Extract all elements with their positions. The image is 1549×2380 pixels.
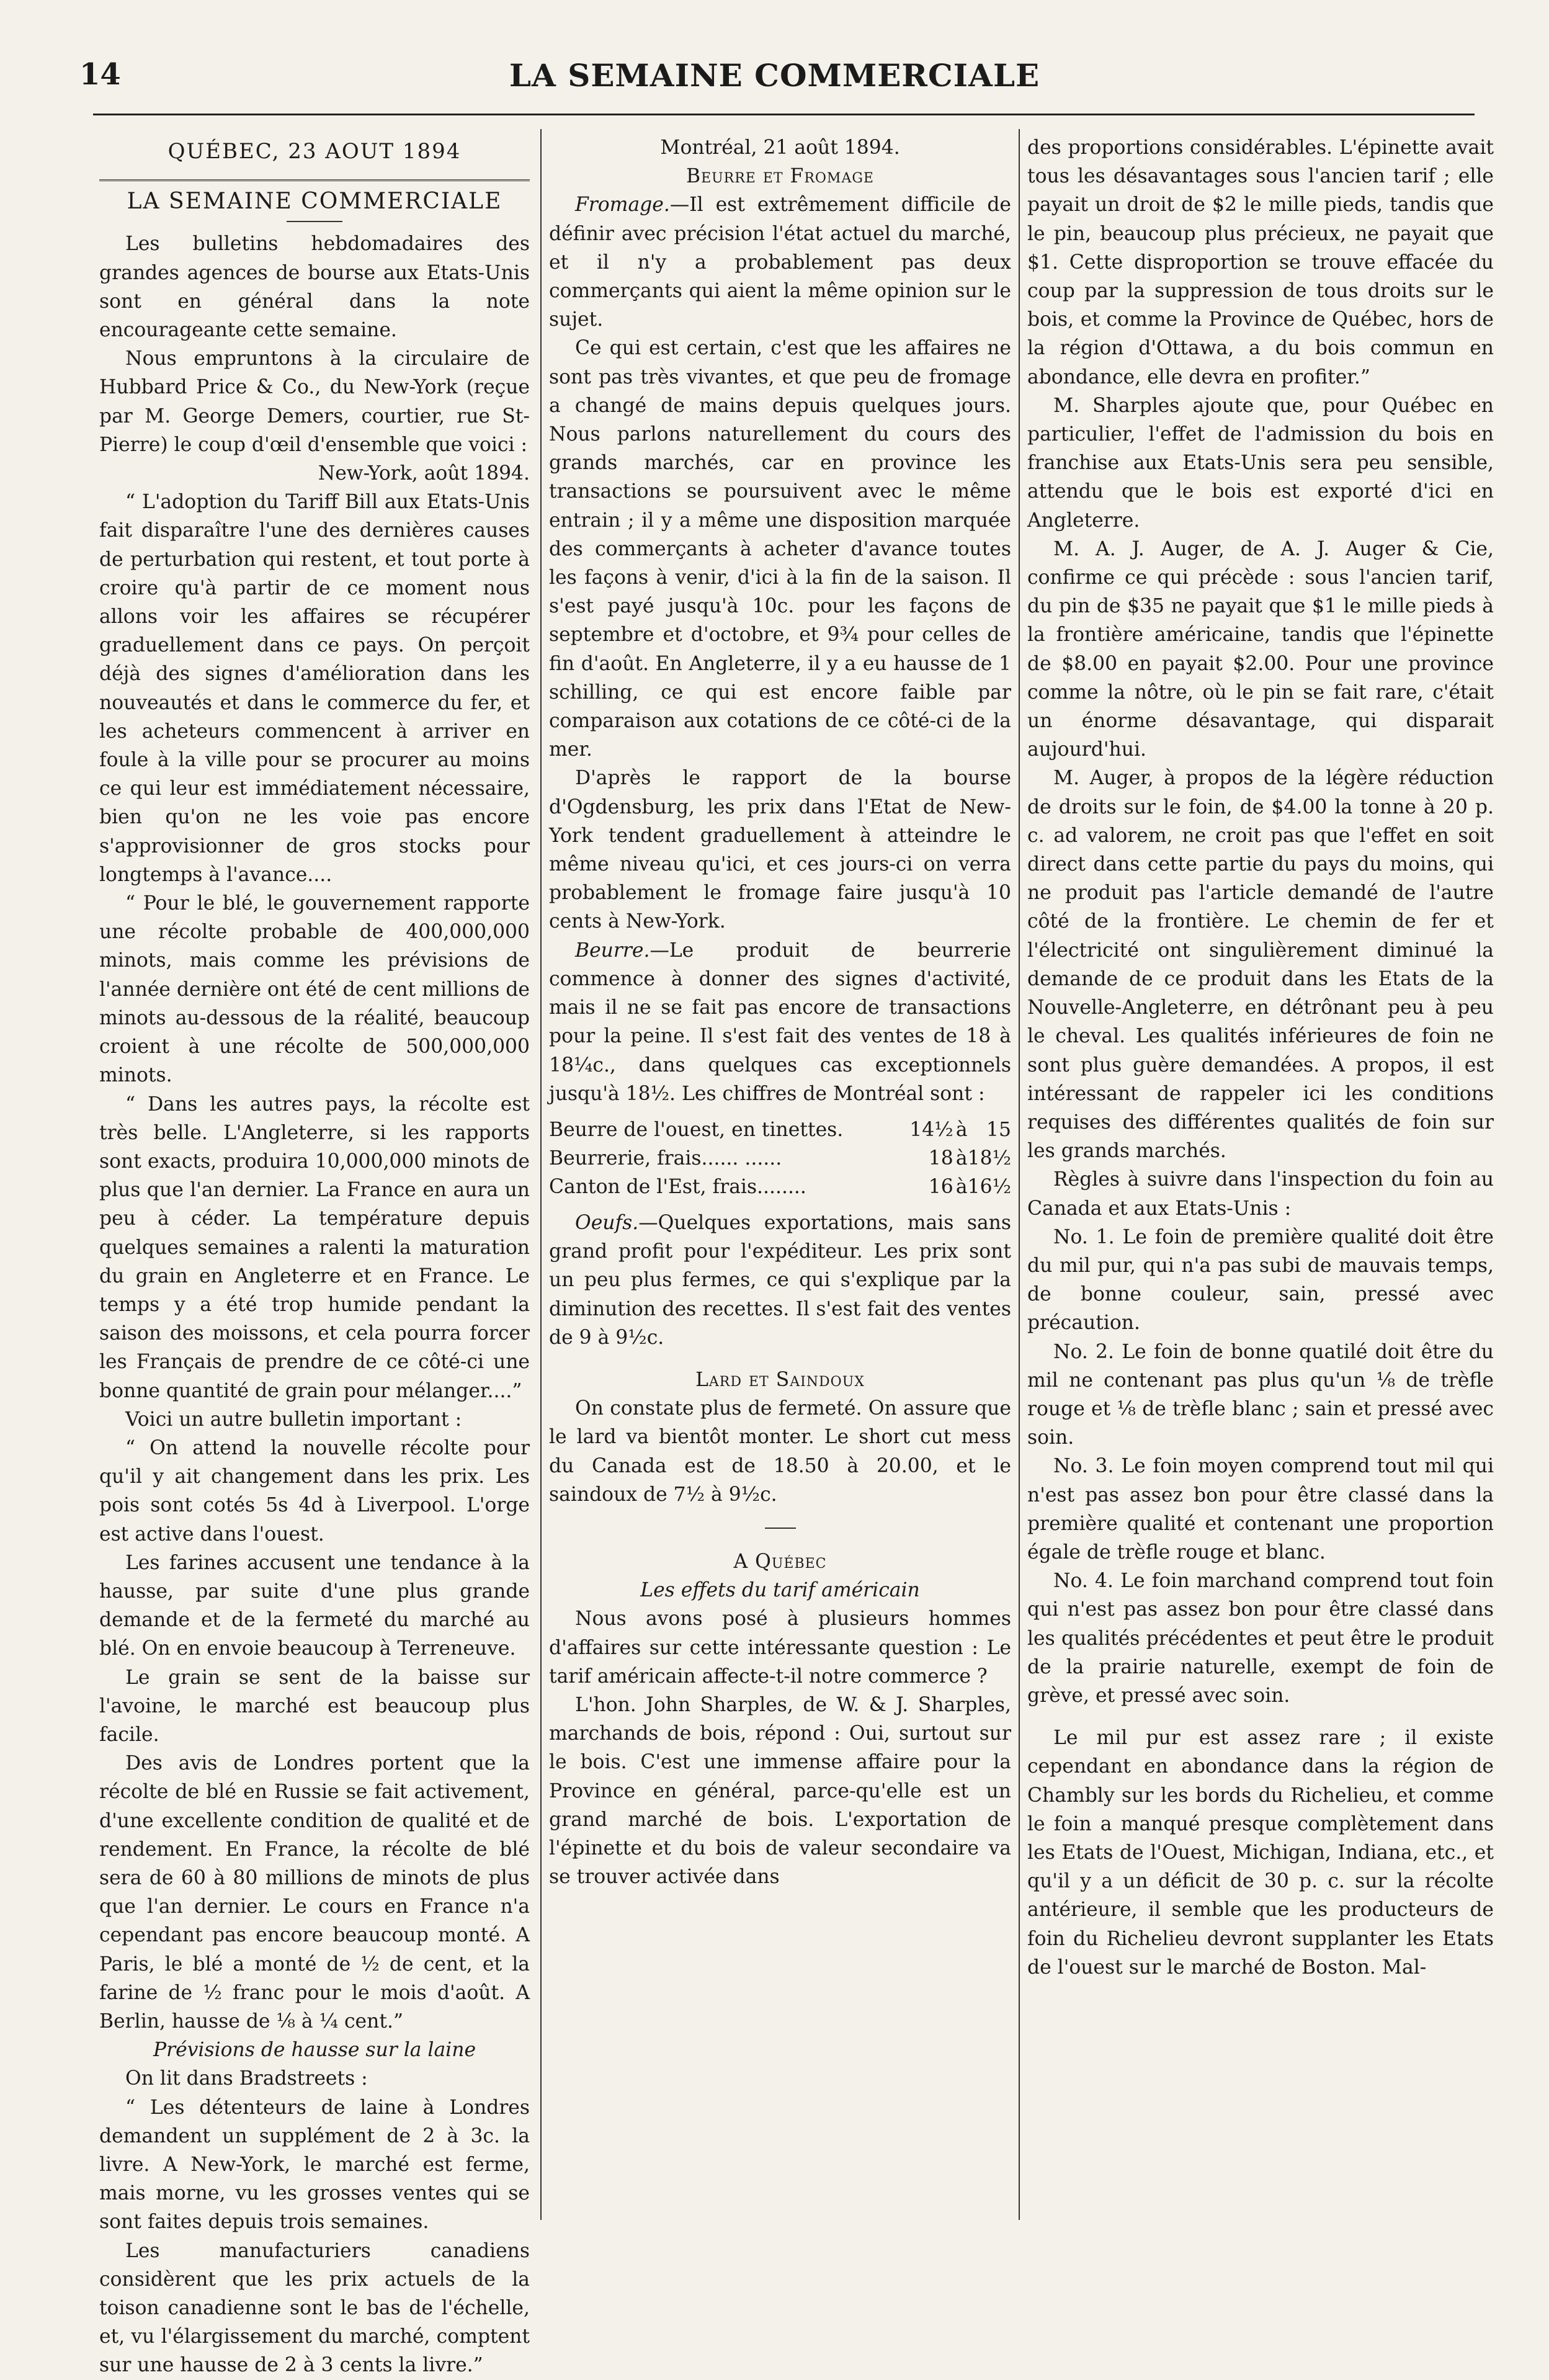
price-high: 18½ — [967, 1147, 1011, 1170]
paragraph: No. 2. Le foin de bonne quatilé doit être du mil ne contenant pas plus qu'un ⅛ de trèfle rouge et ⅛ de trèfle blanc ; sain et pressé avec soin. — [1027, 1340, 1494, 1449]
paragraph-oeufs — [549, 1209, 1011, 1352]
paragraph-beurre — [549, 936, 1011, 1108]
paragraph: No. 1. Le foin de première qualité doit être du mil pur, qui n'a pas subi de mauvais temps, de bonne couleur, sain, pressé avec précaution. — [1027, 1225, 1494, 1335]
dateline-rule — [99, 179, 530, 181]
paragraph: “ On attend la nouvelle récolte pour qu'il y ait changement dans les prix. Les pois sont cotés 5s 4d à Liverpool. L'orge est active dans l'ouest. — [99, 1436, 530, 1546]
paragraph: Les farines accusent une tendance à la hausse, par suite d'une plus grande demande et de la fermeté du marché au blé. On en envoie beaucoup à Terreneuve. — [99, 1551, 530, 1660]
heading-a-quebec: A Québec — [733, 1550, 827, 1573]
text: —Quelques exportations, mais sans grand profit pour l'expéditeur. Les prix sont un peu plus fermes, ce qui s'explique par la diminution des recettes. Il s'est fait des ventes de 9 à 9½c. — [549, 1211, 1011, 1349]
paragraph: Voici un autre bulletin important : — [125, 1408, 462, 1431]
paragraph: On constate plus de fermeté. On assure que le lard va bientôt monter. Le short cut mess du Canada est de 18.50 à 20.00, et le saindoux de 7½ à 9½c. — [549, 1397, 1011, 1506]
price-high: 15 — [986, 1118, 1011, 1141]
paragraph: L'hon. John Sharples, de W. & J. Sharples, marchands de bois, répond : Oui, surtout sur le bois. C'est une immense affaire pour la Province en général, parce-qu'elle est un grand marché de bois. L'exportation de l'épinette et du bois de valeur secondaire va se trouver activée dans — [549, 1693, 1011, 1889]
table-row — [549, 1144, 1011, 1173]
price-high: 16½ — [967, 1175, 1011, 1198]
paragraph: Nous avons posé à plusieurs hommes d'affaires sur cette intéressante question : Le tarif américain affecte-t-il notre commerce ? — [549, 1608, 1011, 1688]
column-1 — [99, 133, 530, 2380]
paragraph: Le grain se sent de la baisse sur l'avoine, le marché est beaucoup plus facile. — [99, 1666, 530, 1746]
paragraph: Ce qui est certain, c'est que les affaires ne sont pas très vivantes, et que peu de fromage a changé de mains depuis quelques jours. Nous parlons naturellement du cours des grands marchés, car en province les transactions se poursuivent avec le même entrain ; il y a même une disposition marquée des commerçants à acheter d'avance toutes les façons à venir, d'ici à la fin de la saison. Il s'est payé jusqu'à 10c. pour les façons de septembre et d'octobre, et 9¾ pour celles de fin d'août. En Angleterre, il y a eu hausse de 1 schilling, ce qui est encore faible par comparaison aux cotations de ce côté-ci de la mer. — [549, 337, 1011, 761]
paragraph: Le mil pur est assez rare ; il existe cependant en abondance dans la région de Chambly sur les bords du Richelieu, et comme le foin a manqué presque complètement dans les Etats de l'Ouest, Michigan, Indiana, etc., et qu'il y a un déficit de 30 p. c. sur la récolte antérieure, il semble que les producteurs de foin du Richelieu devront supplanter les Etats de l'ouest sur le marché de Boston. Mal- — [1027, 1727, 1494, 1979]
column-divider-2 — [1019, 129, 1020, 2220]
paragraph: No. 4. Le foin marchand comprend tout foin qui n'est pas assez bon pour être classé dans les qualités précédentes et peut être le produit de la prairie naturelle, exempt de foin de grève, et pressé avec soin. — [1027, 1570, 1494, 1707]
dateline-quebec: QUÉBEC, 23 AOUT 1894 — [167, 139, 462, 164]
sub-heading-laine: Prévisions de hausse sur la laine — [153, 2039, 476, 2062]
paragraph: Nous empruntons à la circulaire de Hubbard Price & Co., du New-York (reçue par M. George Demers, courtier, rue St-Pierre) le coup d'œil d'ensemble que voici : — [99, 347, 530, 456]
column-3 — [1027, 133, 1494, 1982]
masthead-title: LA SEMAINE COMMERCIALE — [509, 57, 1040, 94]
label-fromage: Fromage. — [575, 194, 670, 217]
section-rule — [287, 221, 342, 222]
header-rule — [93, 114, 1475, 115]
text: —Le produit de beurrerie commence à donner des signes d'activité, mais il ne se fait pas encore de transactions pour la peine. Il s'est fait des ventes de 18 à 18¼c., dans quelques cas exceptionnels jusqu'à 18½. Les chiffres de Montréal sont : — [549, 939, 1011, 1105]
price-label: Beurre de l'ouest, en tinettes. — [549, 1118, 844, 1141]
table-row — [549, 1116, 1011, 1144]
table-row — [549, 1173, 1011, 1201]
sub-heading-tarif: Les effets du tarif américain — [640, 1579, 920, 1602]
paragraph: No. 3. Le foin moyen comprend tout mil qui n'est pas assez bon pour être classé dans la première qualité et contenant une proportion égale de trèfle rouge et blanc. — [1027, 1455, 1494, 1564]
price-label: Beurrerie, frais...... ...... — [549, 1147, 782, 1170]
spacer — [1027, 1710, 1494, 1724]
price-label: Canton de l'Est, frais........ — [549, 1175, 806, 1198]
paragraph-fromage — [549, 190, 1011, 334]
label-beurre: Beurre. — [575, 939, 650, 962]
price-sep: à — [955, 1118, 968, 1141]
paragraph: des proportions considérables. L'épinette avait tous les désavantages sous l'ancien tarif ; elle payait un droit de $2 le mille pieds, tandis que le pin, beaucoup plus précieux, ne payait que $1. Cette disproportion se trouve effacée du coup par la suppression de tous droits sur le bois, et comme la Province de Québec, hors de la région d'Ottawa, a du bois commun en abondance, elle devra en profiter.” — [1027, 136, 1494, 388]
paragraph: D'après le rapport de la bourse d'Ogdensburg, les prix dans l'Etat de New-York tendent graduellement à atteindre le même niveau qu'ici, et ces jours-ci on verra probablement le fromage faire jusqu'à 10 cents à New-York. — [549, 767, 1011, 933]
butter-price-table — [549, 1116, 1011, 1201]
price-low: 18 — [928, 1147, 953, 1170]
page-number: 14 — [79, 57, 121, 92]
text: —Il est extrêmement difficile de définir avec précision l'état actuel du marché, et il n'y a probablement pas deux commerçants qui aient la même opinion sur le sujet. — [549, 194, 1011, 331]
quote-date: New-York, août 1894. — [318, 462, 530, 485]
price-low: 14½ — [909, 1118, 953, 1141]
paragraph: On lit dans Bradstreets : — [125, 2067, 368, 2090]
paragraph: Règles à suivre dans l'inspection du foin au Canada et aux Etats-Unis : — [1027, 1168, 1494, 1220]
paragraph: “ Les détenteurs de laine à Londres demandent un supplément de 2 à 3c. la livre. A New-York, le marché est ferme, mais morne, vu les grosses ventes qui se sont faites depuis trois semaines. — [99, 2096, 530, 2234]
spacer — [549, 1352, 1011, 1366]
section-title: LA SEMAINE COMMERCIALE — [127, 189, 502, 215]
price-low: 16 — [928, 1175, 953, 1198]
paragraph: Les manufacturiers canadiens considèrent que les prix actuels de la toison canadienne sont le bas de l'échelle, et, vu l'élargissement du marché, comptent sur une hausse de 2 à 3 cents la livre.” — [99, 2239, 530, 2377]
paragraph: M. Auger, à propos de la légère réduction de droits sur le foin, de $4.00 la tonne à 20 p. c. ad valorem, ne croit pas que l'effet en soit direct dans cette partie du pays du moins, qui ne produit pas l'article demandé de l'autre côté de la frontière. Le chemin de fer et l'électricité ont singulièrement diminué la demande de ce produit dans les Etats de la Nouvelle-Angleterre, en détrônant peu à peu le cheval. Les qualités inférieures de foin ne sont plus guère demandées. A propos, il est intéressant de rappeler ici les conditions requises des différentes qualités de foin sur les grands marchés. — [1027, 767, 1494, 1163]
price-sep: à — [955, 1147, 968, 1170]
paragraph: “ Dans les autres pays, la récolte est très belle. L'Angleterre, si les rapports sont exacts, produira 10,000,000 minots de plus que l'an dernier. La France en aura un peu à céder. La température depuis quelques semaines a ralenti la maturation du grain en Angleterre et en France. Le temps y a été trop humide pendant la saison des moissons, et cela pourra forcer les Français de prendre de ce côté-ci une bonne quantité de grain pour mélanger....” — [99, 1093, 530, 1402]
paragraph: M. Sharples ajoute que, pour Québec en particulier, l'effet de l'admission du bois en franchise aux Etats-Unis sera peu sensible, attendu que le bois est exporté d'ici en Angleterre. — [1027, 394, 1494, 532]
heading-beurre-fromage: Beurre et Fromage — [686, 165, 874, 188]
section-rule — [765, 1528, 796, 1529]
paragraph: M. A. J. Auger, de A. J. Auger & Cie, confirme ce qui précède : sous l'ancien tarif, du pin de $35 ne payait que $1 le mille pieds à la frontière américaine, tandis que l'épinette de $8.00 en payait $2.00. Pour une province comme la nôtre, où le pin se fait rare, c'était un énorme désavantage, qui disparait aujourd'hui. — [1027, 537, 1494, 761]
price-sep: à — [955, 1175, 968, 1198]
column-divider-1 — [540, 129, 542, 2220]
paragraph: Des avis de Londres portent que la récolte de blé en Russie se fait activement, d'une excellente condition de qualité et de rendement. En France, la récolte de blé sera de 60 à 80 millions de minots de plus que l'an dernier. Le cours en France n'a cependant pas encore beaucoup monté. A Paris, le blé a monté de ½ de cent, et la farine de ½ franc pour le mois d'août. A Berlin, hausse de ⅛ à ¼ cent.” — [99, 1752, 530, 2033]
paragraph: “ L'adoption du Tariff Bill aux Etats-Unis fait disparaître l'une des dernières causes de perturbation qui restent, et tout porte à croire qu'à partir de ce moment nous allons voir les affaires se récupérer graduellement dans ce pays. On perçoit déjà des signes d'amélioration dans les nouveautés et dans le commerce du fer, et les acheteurs commencent à arriver en foule à la ville pour se procurer au moins ce qui leur est immédiatement nécessaire, bien qu'on ne les voie pas encore s'approvisionner de gros stocks pour longtemps à l'avance.... — [99, 491, 530, 886]
paragraph: “ Pour le blé, le gouvernement rapporte une récolte probable de 400,000,000 minots, mais comme les prévisions de l'année dernière ont été de cent millions de minots au-dessous de la réalité, beaucoup croient à une récolte de 500,000,000 minots. — [99, 892, 530, 1087]
label-oeufs: Oeufs. — [575, 1211, 639, 1234]
heading-lard-saindoux: Lard et Saindoux — [695, 1368, 865, 1391]
dateline-montreal: Montréal, 21 août 1894. — [660, 136, 900, 159]
paragraph: Les bulletins hebdomadaires des grandes agences de bourse aux Etats-Unis sont en général dans la note encourageante cette semaine. — [99, 233, 530, 342]
column-2 — [549, 133, 1011, 1891]
